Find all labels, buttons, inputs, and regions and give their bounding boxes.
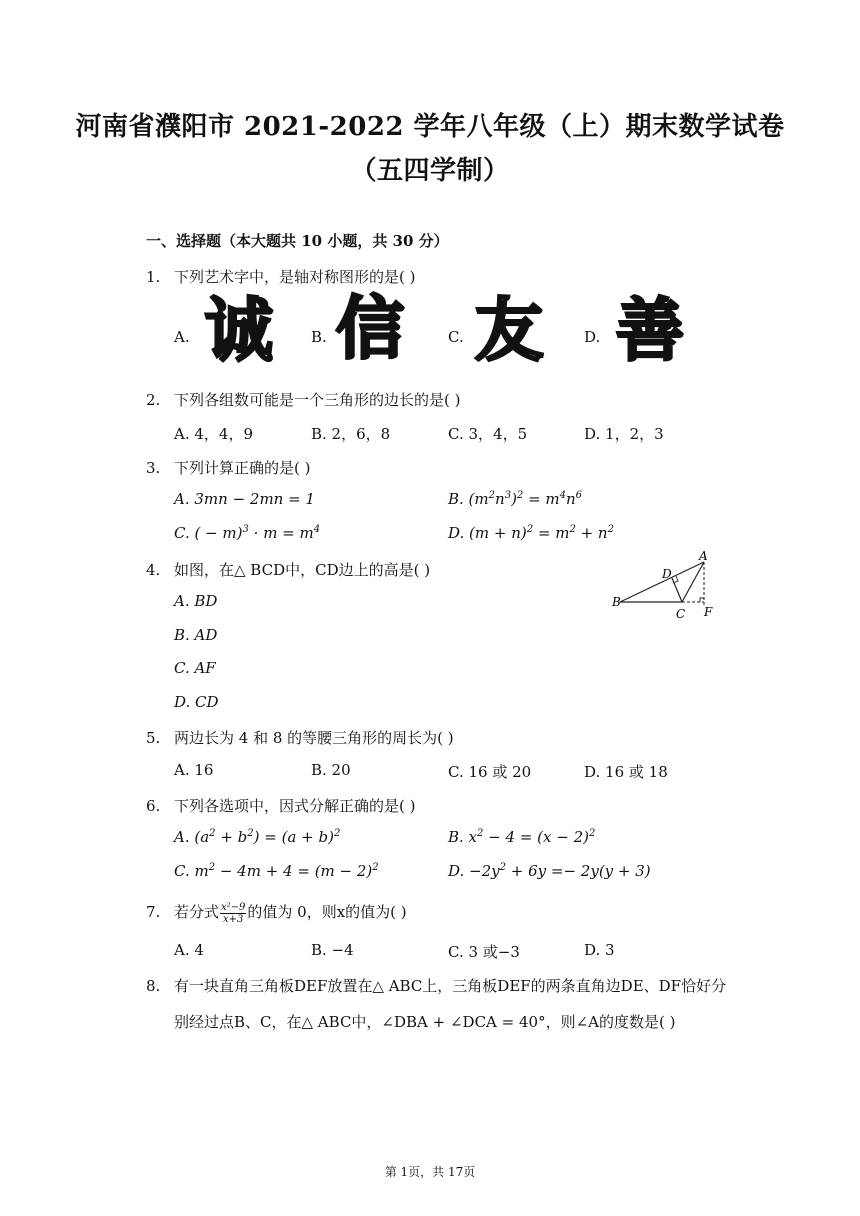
q3-option-d: D. $(m + n)^2 = m^2 + n^2$	[448, 524, 614, 542]
label-d: D	[662, 567, 672, 581]
q7-option-b: B. −4	[311, 941, 354, 959]
question-stem-line2: 别经过点B、C，在△ ABC中，∠DBA + ∠DCA = 40°，则∠A的度数是( )	[174, 1013, 676, 1031]
fraction-denominator: x+3	[223, 913, 244, 925]
exam-title: 河南省濮阳市 2021-2022 学年八年级（上）期末数学试卷	[75, 112, 785, 142]
q1-option-c: C.	[448, 328, 464, 346]
fraction	[220, 902, 246, 925]
question-stem-line1: 有一块直角三角板DEF放置在△ ABC上，三角板DEF的两条直角边DE、DF恰好分	[174, 977, 727, 995]
right-angle-f	[700, 598, 704, 602]
question-number: 7.	[146, 903, 161, 921]
q1-glyph-shan: 善	[616, 292, 685, 371]
q5-option-b: B. 20	[311, 761, 351, 779]
q1-glyph-you: 友	[475, 292, 544, 371]
question-number: 4.	[146, 561, 161, 579]
q1-glyph-cheng: 诚	[205, 292, 274, 371]
label-b: B	[612, 595, 621, 609]
q5-option-c: C. 16 或 20	[448, 763, 532, 781]
q7-option-c: C. 3 或−3	[448, 943, 520, 961]
q5-option-a: A. 16	[174, 761, 214, 779]
question-stem: 下列各组数可能是一个三角形的边长的是( )	[174, 391, 461, 409]
question-number: 1.	[146, 268, 161, 286]
q1-option-b: B.	[311, 328, 327, 346]
q7-option-d: D. 3	[584, 941, 615, 959]
question-5	[146, 727, 454, 748]
q3-option-b: B. $(m^2n^3)^2 = m^4n^6$	[448, 490, 583, 508]
question-1	[146, 266, 415, 287]
q4-option-c: C. AF	[174, 659, 216, 677]
q6-option-b: B. $x^2 - 4 = (x - 2)^2$	[448, 828, 596, 846]
question-stem: 下列计算正确的是( )	[174, 459, 311, 477]
q2-option-d: D. 1，2，3	[584, 425, 664, 443]
question-7	[146, 901, 407, 925]
label-c: C	[676, 607, 686, 621]
page-footer: 第 1页，共 17页	[384, 1165, 476, 1179]
q2-option-a: A. 4，4，9	[174, 425, 253, 443]
q1-option-d: D.	[584, 328, 601, 346]
question-number: 8.	[146, 977, 161, 995]
q4-option-d: D. CD	[174, 693, 219, 711]
label-a: A	[699, 549, 708, 563]
exam-subtitle: （五四学制）	[350, 156, 510, 186]
q3-option-c: C. ( − $m)^3 \cdot m = m^4$	[174, 524, 321, 542]
q6-option-d: D. $-2y^2 + 6y =- 2y(y + 3)$	[448, 862, 651, 880]
question-number: 6.	[146, 797, 161, 815]
q2-option-b: B. 2，6，8	[311, 425, 391, 443]
q6-option-a: A. $(a^2 + b^2) = (a + b)^2$	[174, 828, 341, 846]
q1-glyph-xin: 信	[336, 290, 405, 369]
line-ca	[682, 562, 704, 602]
question-stem-post: 的值为 0，则x的值为( )	[247, 903, 407, 921]
q4-option-a: A. BD	[174, 592, 218, 610]
q2-option-c: C. 3，4，5	[448, 425, 528, 443]
fraction-numerator: x²−9	[221, 901, 246, 913]
question-number: 2.	[146, 391, 161, 409]
question-6	[146, 795, 415, 816]
q6-option-c: C. $m^2 - 4m + 4 = (m - 2)^2$	[174, 862, 379, 880]
q7-option-a: A. 4	[174, 941, 204, 959]
question-2	[146, 389, 460, 410]
q1-option-a: A.	[174, 328, 190, 346]
question-stem: 下列各选项中，因式分解正确的是( )	[174, 797, 416, 815]
question-stem-pre: 若分式	[174, 903, 220, 921]
question-stem: 下列艺术字中，是轴对称图形的是( )	[174, 268, 416, 286]
question-3	[146, 457, 310, 478]
question-stem: 两边长为 4 和 8 的等腰三角形的周长为( )	[174, 729, 454, 747]
question-4	[146, 559, 430, 580]
q3-option-a: A. 3mn − 2mn = 1	[174, 490, 315, 508]
question-8	[146, 975, 726, 996]
question-stem: 如图，在△ BCD中，CD边上的高是( )	[174, 561, 431, 579]
q5-option-d: D. 16 或 18	[584, 763, 668, 781]
question-number: 3.	[146, 459, 161, 477]
triangle-figure	[612, 548, 724, 624]
section-heading: 一、选择题（本大题共 10 小题，共 30 分）	[146, 232, 449, 250]
q4-option-b: B. AD	[174, 626, 218, 644]
question-number: 5.	[146, 729, 161, 747]
label-f: F	[704, 605, 713, 619]
